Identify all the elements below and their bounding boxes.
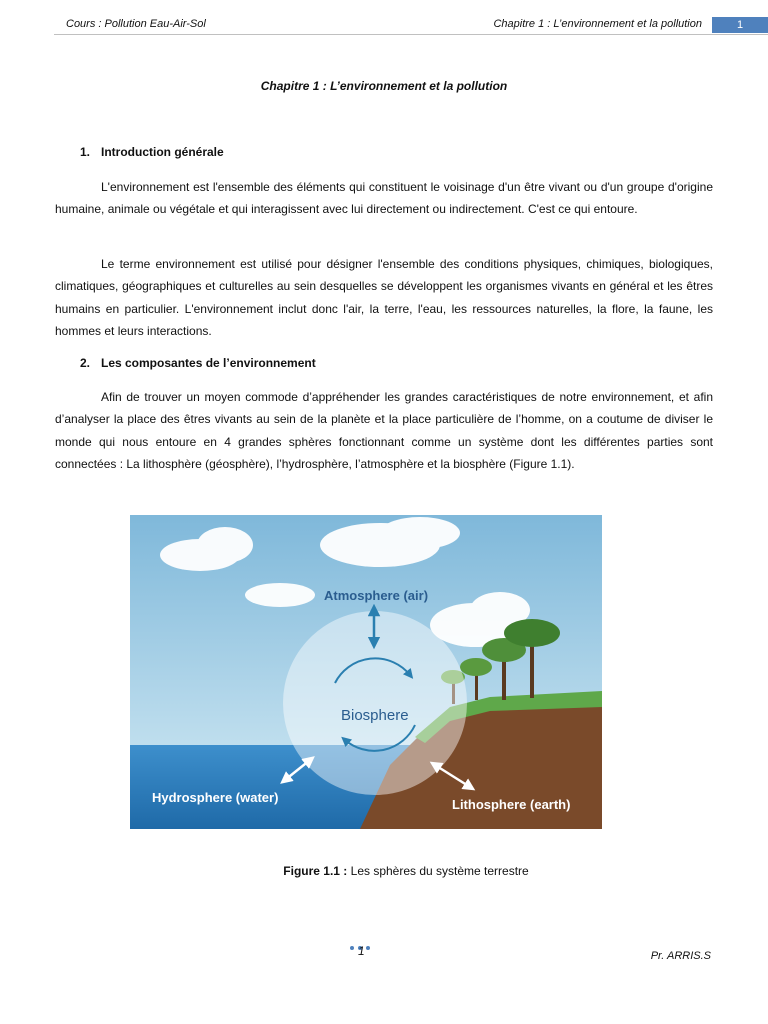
- chapter-title: Chapitre 1 : L’environnement et la pollution: [260, 79, 508, 93]
- section2-paragraph-1-text: Afin de trouver un moyen commode d’appréhender les grandes caractéristiques de notre environnement, et afin d’analyser la place des êtres vivants au sein de la planète et la place particulière de l’homme, on a coutume de diviser le monde qui nous entoure en 4 grandes sphères fonctionnant comme un système dont les différentes parties sont connectées : La lithosphère (géosphère), l’hydrosphère, l’atmosphère et la biosphère (Figure 1.1).: [55, 390, 713, 471]
- header-chapter-title: Chapitre 1 : L’environnement et la pollution: [493, 18, 702, 30]
- earth-spheres-figure: [130, 515, 602, 829]
- hydrosphere-label: Hydrosphere (water): [152, 790, 279, 805]
- section2-heading: [80, 356, 316, 370]
- section2-paragraph-1: [55, 386, 713, 475]
- section1-title: Introduction générale: [101, 145, 224, 159]
- section2-number: 2.: [80, 356, 91, 370]
- footer-author: Pr. ARRIS.S: [650, 950, 711, 962]
- section1-paragraph-2: [55, 253, 713, 342]
- biosphere-label: Biosphere: [341, 707, 409, 724]
- lithosphere-label: Lithosphere (earth): [452, 797, 571, 812]
- footer-page-number: 1: [358, 944, 365, 958]
- header-page-badge: 1: [712, 17, 768, 33]
- earth-spheres-illustration: [130, 515, 602, 829]
- header-rule: [54, 34, 768, 35]
- figure-caption: [0, 864, 768, 878]
- atmosphere-label: Atmosphere (air): [324, 588, 429, 603]
- figure-caption-label: Figure 1.1 :: [283, 864, 348, 878]
- section1-paragraph-1: [55, 176, 713, 221]
- section1-paragraph-2-text: Le terme environnement est utilisé pour désigner l'ensemble des conditions physiques, chimiques, biologiques, climatiques, géographiques et culturelles au sein desquelles se développent les organismes vivants en général et les êtres humains en particulier. L'environnement inclut donc l'air, la terre, l'eau, les ressources naturelles, la flore, la faune, les hommes et leurs interactions.: [55, 257, 713, 338]
- section1-number: 1.: [80, 145, 91, 159]
- header-course-title: Cours : Pollution Eau-Air-Sol: [66, 18, 206, 30]
- section1-heading: [80, 145, 224, 159]
- section2-title: Les composantes de l’environnement: [101, 356, 316, 370]
- section1-paragraph-1-text: L'environnement est l'ensemble des éléments qui constituent le voisinage d'un être vivant ou d'un groupe d'origine humaine, animale ou végétale et qui interagissent avec lui directement ou indirectement. C'est ce qui entoure.: [55, 180, 713, 217]
- figure-caption-text: Les sphères du système terrestre: [350, 864, 529, 878]
